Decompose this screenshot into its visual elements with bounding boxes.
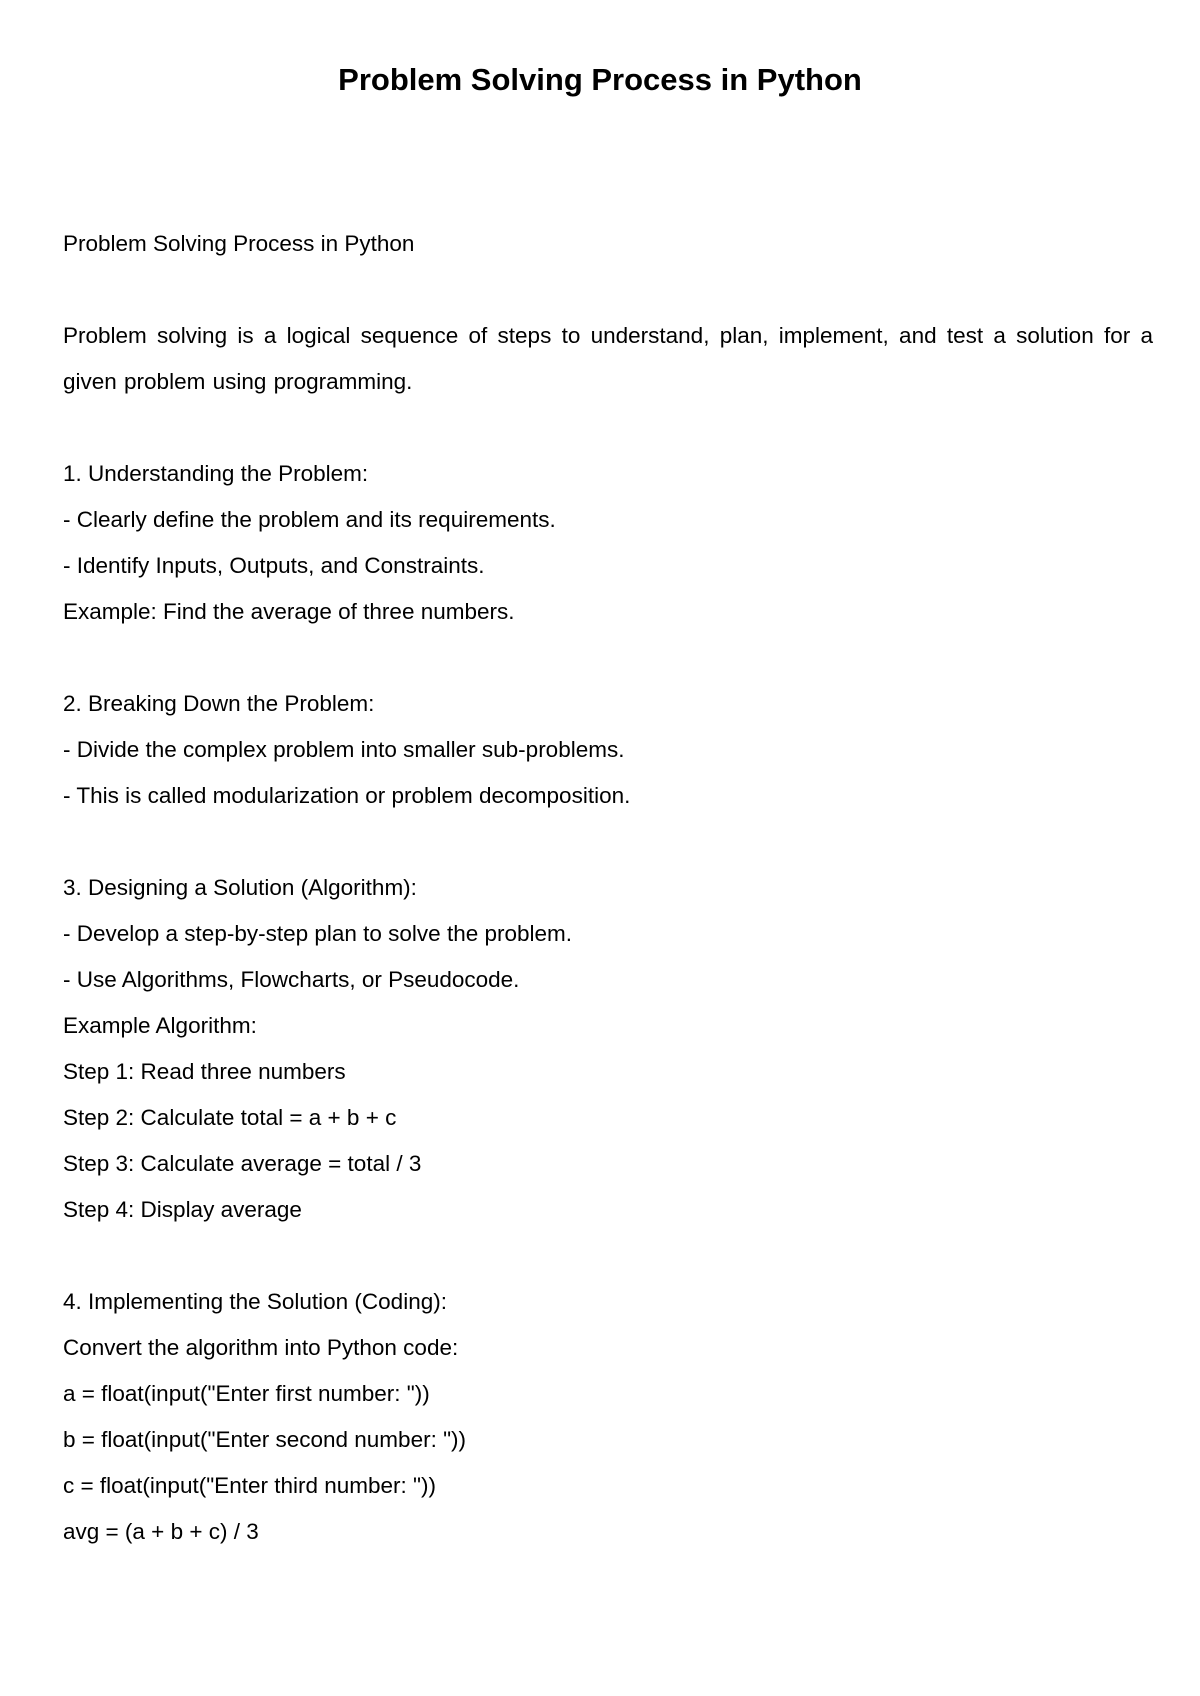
section-understanding	[63, 451, 1153, 635]
algorithm-step: Step 2: Calculate total = a + b + c	[63, 1105, 397, 1130]
section-line: Example: Find the average of three numbers.	[63, 599, 515, 624]
spacer	[63, 819, 1153, 865]
spacer	[63, 267, 1153, 313]
section-breaking-down	[63, 681, 1153, 819]
algorithm-step: Step 3: Calculate average = total / 3	[63, 1151, 422, 1176]
section-heading: 4. Implementing the Solution (Coding):	[63, 1289, 447, 1314]
document-title: Problem Solving Process in Python	[338, 62, 862, 97]
subtitle: Problem Solving Process in Python	[63, 231, 415, 256]
spacer	[63, 405, 1153, 451]
code-line: b = float(input("Enter second number: "))	[63, 1427, 467, 1452]
section-line: - Divide the complex problem into smaller sub-problems.	[63, 737, 625, 762]
code-line: c = float(input("Enter third number: "))	[63, 1473, 436, 1498]
document-body	[63, 221, 1153, 1555]
section-heading: 3. Designing a Solution (Algorithm):	[63, 875, 417, 900]
section-heading: 2. Breaking Down the Problem:	[63, 691, 375, 716]
section-line: - Identify Inputs, Outputs, and Constraints.	[63, 553, 485, 578]
section-line: - This is called modularization or problem decomposition.	[63, 783, 631, 808]
intro-paragraph: Problem solving is a logical sequence of steps to understand, plan, implement, and test a solution for a given problem using programming.	[63, 323, 1153, 394]
algorithm-step: Step 4: Display average	[63, 1197, 302, 1222]
section-line: Example Algorithm:	[63, 1013, 257, 1038]
section-implementing	[63, 1279, 1153, 1555]
spacer	[63, 1233, 1153, 1279]
section-line: - Use Algorithms, Flowcharts, or Pseudocode.	[63, 967, 520, 992]
section-designing	[63, 865, 1153, 1233]
algorithm-step: Step 1: Read three numbers	[63, 1059, 346, 1084]
section-line: - Develop a step-by-step plan to solve the problem.	[63, 921, 573, 946]
section-line: - Clearly define the problem and its requirements.	[63, 507, 556, 532]
code-line: avg = (a + b + c) / 3	[63, 1519, 259, 1544]
section-line: Convert the algorithm into Python code:	[63, 1335, 459, 1360]
spacer	[63, 635, 1153, 681]
code-line: a = float(input("Enter first number: "))	[63, 1381, 430, 1406]
section-heading: 1. Understanding the Problem:	[63, 461, 369, 486]
